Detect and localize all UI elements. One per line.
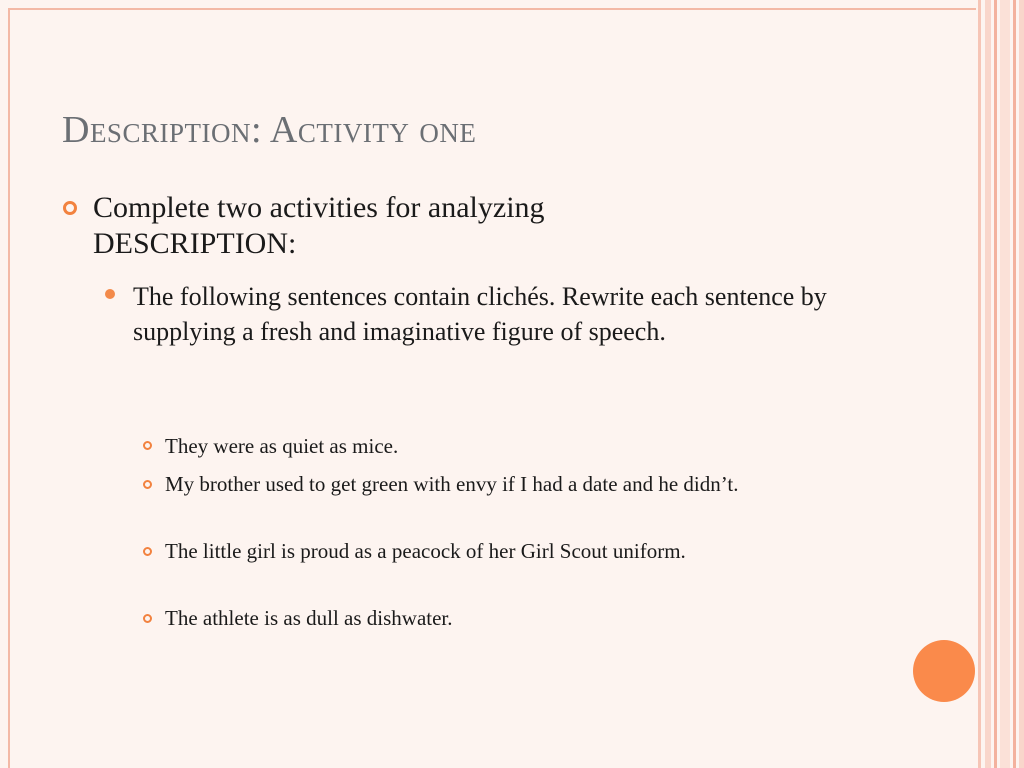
decor-stripe (994, 0, 997, 768)
decor-stripe (1013, 0, 1016, 768)
ring-bullet-icon (143, 547, 152, 556)
sub-bullet-text: The following sentences contain clichés. Rewrite each sentence by supplying a fresh and imaginative figure of speech. (133, 282, 827, 346)
sentence-item: My brother used to get green with envy if I had a date and he didn’t. (165, 472, 739, 496)
sentence-item: The athlete is as dull as dishwater. (165, 606, 453, 630)
main-bullet-text: Complete two activities for analyzing DESCRIPTION: (93, 191, 545, 260)
decor-stripe (978, 0, 981, 768)
decor-stripe (1019, 0, 1024, 768)
dot-bullet-icon (105, 289, 115, 299)
decor-stripe (985, 0, 991, 768)
ring-bullet-icon (143, 614, 152, 623)
decor-stripe (1000, 0, 1010, 768)
sentence-item: They were as quiet as mice. (165, 434, 399, 458)
sentence-item: The little girl is proud as a peacock of her Girl Scout uniform. (165, 539, 686, 563)
slide-title: Description: Activity one (62, 109, 477, 151)
ring-bullet-icon (63, 201, 77, 215)
decor-circle (913, 640, 975, 702)
ring-bullet-icon (143, 441, 152, 450)
ring-bullet-icon (143, 480, 152, 489)
